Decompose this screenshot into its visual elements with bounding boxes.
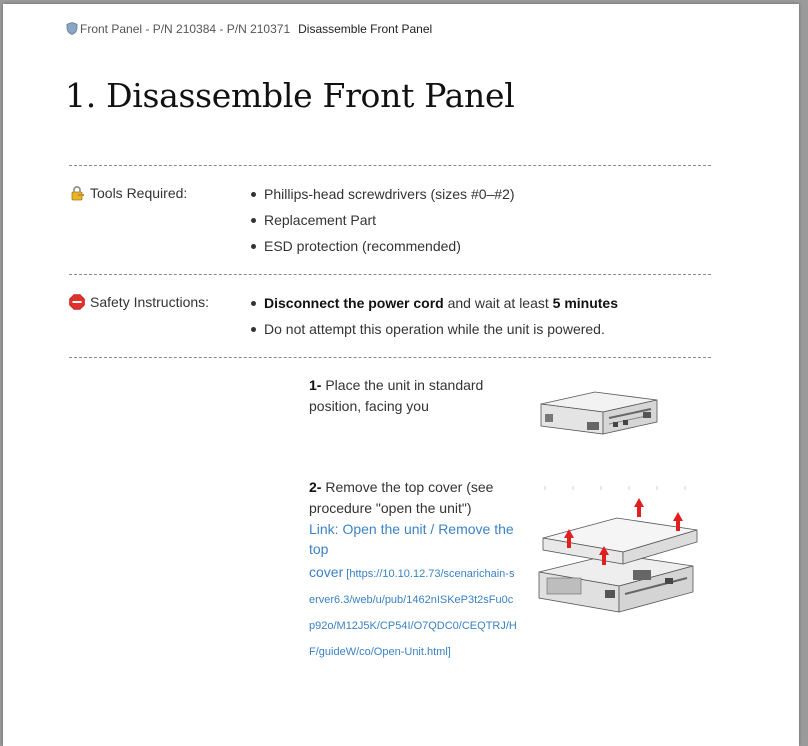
divider xyxy=(69,357,711,358)
tools-required-label xyxy=(69,185,187,201)
stop-sign-icon xyxy=(69,294,85,310)
lock-key-icon xyxy=(69,185,85,201)
tools-list xyxy=(249,185,515,263)
breadcrumb-parent-link[interactable]: Front Panel - P/N 210384 - P/N 210371 xyxy=(80,22,291,36)
list-item: Replacement Part xyxy=(249,211,515,237)
safety-bold-text: Disconnect the power cord xyxy=(264,295,444,311)
step-url[interactable] xyxy=(309,559,519,665)
step-2 xyxy=(309,477,519,665)
step-text: Place the unit in standard position, facing you xyxy=(309,377,484,414)
safety-label-text: Safety Instructions: xyxy=(90,294,210,310)
shield-icon xyxy=(66,22,78,35)
breadcrumb-current: Disassemble Front Panel xyxy=(298,22,433,36)
step-number: 2- xyxy=(309,479,322,495)
list-item: Phillips-head screwdrivers (sizes #0–#2) xyxy=(249,185,515,211)
list-item xyxy=(249,294,618,320)
breadcrumb xyxy=(66,22,432,36)
divider xyxy=(69,274,711,275)
step-1 xyxy=(309,375,519,417)
divider xyxy=(69,165,711,166)
remove-top-cover-illustration xyxy=(533,478,723,628)
list-item: Do not attempt this operation while the unit is powered. xyxy=(249,320,618,346)
url-text[interactable]: [https://10.10.12.73/scenarichain-server6.3/web/u/pub/1462nISKeP3t2sFu0cp92o/M12J5K/CP54I/O7QDC0/CEQTRJ/HF/guideW/co/Open-Unit.html] xyxy=(309,568,517,658)
document-page xyxy=(3,4,799,746)
tools-label-text: Tools Required: xyxy=(90,185,188,201)
safety-list xyxy=(249,294,618,346)
safety-instructions-label xyxy=(69,294,209,310)
list-item: ESD protection (recommended) xyxy=(249,237,515,263)
unit-front-illustration xyxy=(535,382,663,442)
safety-duration: 5 minutes xyxy=(552,295,619,311)
open-unit-link[interactable]: Link: Open the unit / Remove the top xyxy=(309,521,514,557)
safety-text: and wait at least xyxy=(443,295,553,311)
page-title: 1. Disassemble Front Panel xyxy=(65,76,515,115)
open-unit-link-continuation[interactable]: cover xyxy=(309,564,344,580)
step-text: Remove the top cover (see procedure "open the unit") xyxy=(309,479,494,516)
step-number: 1- xyxy=(309,377,322,393)
